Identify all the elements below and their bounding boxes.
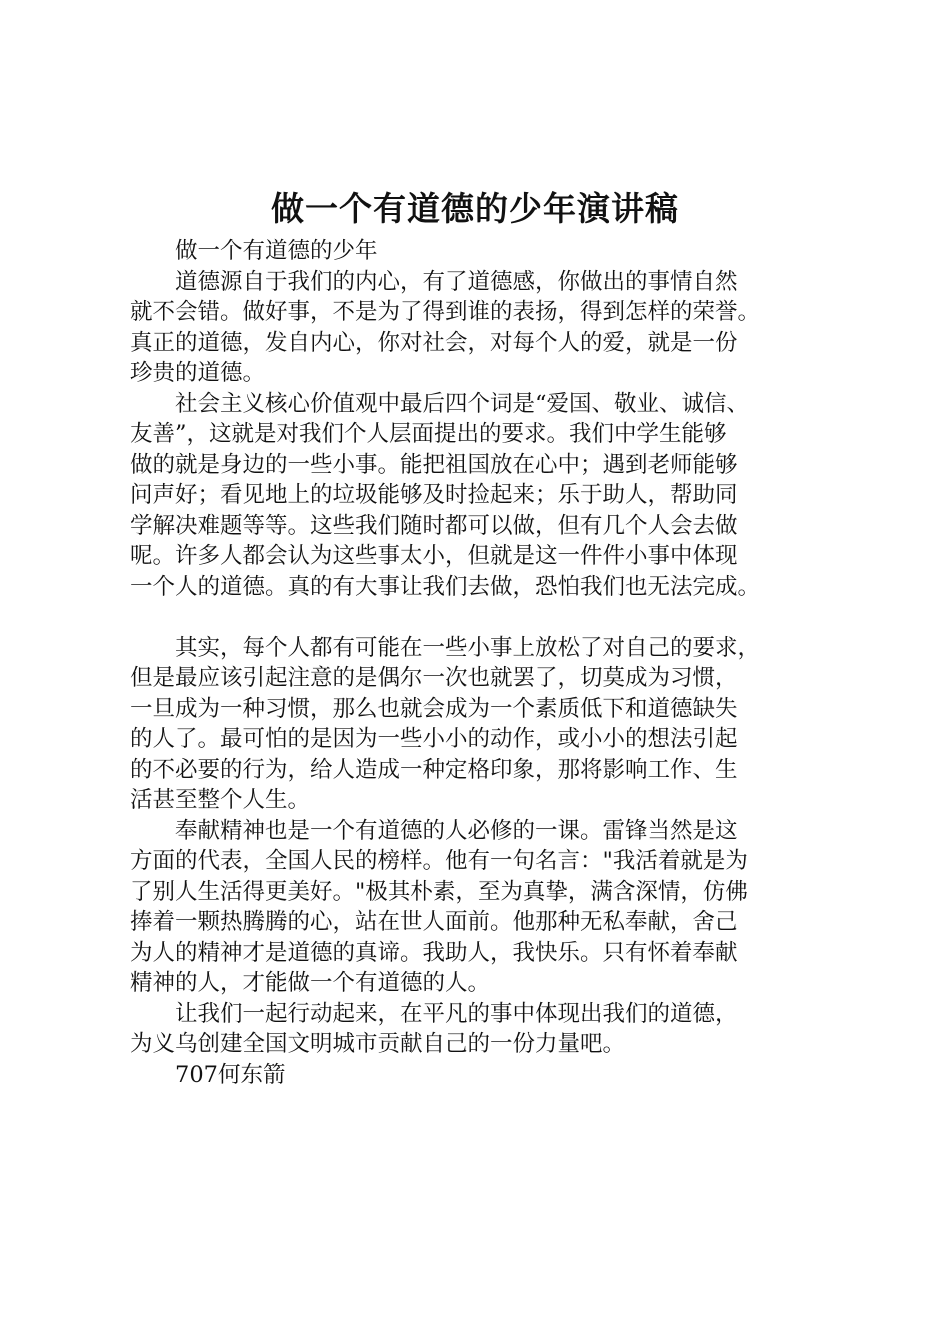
paragraph-line: 方面的代表，全国人民的榜样。他有一句名言："我活着就是为 (130, 848, 748, 874)
paragraph-line: 就不会错。做好事，不是为了得到谁的表扬，得到怎样的荣誉。 (130, 299, 761, 325)
paragraph-line: 的不必要的行为，给人造成一种定格印象，那将影响工作、生 (130, 756, 738, 783)
paragraph-line: 一旦成为一种习惯，那么也就会成为一个素质低下和道德缺失 (130, 695, 738, 722)
paragraph-line: 珍贵的道德。 (130, 360, 266, 386)
document-title: 做一个有道德的少年演讲稿 (271, 189, 679, 228)
paragraph-line: 捧着一颗热腾腾的心，站在世人面前。他那种无私奉献，舍己 (130, 909, 738, 935)
paragraph-line: 让我们一起行动起来，在平凡的事中体现出我们的道德， (175, 1000, 738, 1027)
paragraph-line: 精神的人，才能做一个有道德的人。 (130, 970, 491, 996)
paragraph-line: 为人的精神才是道德的真谛。我助人，我快乐。只有怀着奉献 (130, 939, 738, 966)
author-signature: 707何东箭 (175, 1061, 286, 1088)
paragraph-1 (130, 267, 850, 389)
paragraph-line: 真正的道德，发自内心，你对社会，对每个人的爱，就是一份 (130, 329, 738, 356)
paragraph-5 (130, 999, 850, 1060)
paragraph-line: 问声好；看见地上的垃圾能够及时捡起来；乐于助人，帮助同 (130, 482, 738, 508)
paragraph-line: 但是最应该引起注意的是偶尔一次也就罢了，切莫成为习惯， (130, 665, 738, 691)
paragraph-line: 友善”，这就是对我们个人层面提出的要求。我们中学生能够 (130, 421, 727, 447)
paragraph-line: 了别人生活得更美好。"极其朴素，至为真挚，满含深情，仿佛 (130, 878, 748, 905)
paragraph-line: 奉献精神也是一个有道德的人必修的一课。雷锋当然是这 (175, 817, 738, 844)
speech-subtitle: 做一个有道德的少年 (175, 238, 378, 264)
paragraph-4 (130, 816, 850, 999)
paragraph-line: 呢。许多人都会认为这些事太小，但就是这一件件小事中体现 (130, 543, 738, 569)
paragraph-line: 学解决难题等等。这些我们随时都可以做，但有几个人会去做 (130, 512, 738, 539)
document-body (130, 236, 850, 1090)
paragraph-line: 为义乌创建全国文明城市贡献自己的一份力量吧。 (130, 1031, 626, 1057)
paragraph-line: 做的就是身边的一些小事。能把祖国放在心中；遇到老师能够 (130, 451, 738, 478)
paragraph-line: 一个人的道德。真的有大事让我们去做，恐怕我们也无法完成。 (130, 573, 761, 600)
paragraph-3 (130, 633, 850, 816)
paragraph-line: 活甚至整个人生。 (130, 787, 311, 813)
paragraph-line: 道德源自于我们的内心，有了道德感，你做出的事情自然 (175, 268, 738, 295)
paragraph-line: 社会主义核心价值观中最后四个词是“爱国、敬业、诚信、 (175, 390, 750, 417)
paragraph-line: 其实，每个人都有可能在一些小事上放松了对自己的要求， (175, 634, 761, 661)
paragraph-line: 的人了。最可怕的是因为一些小小的动作，或小小的想法引起 (130, 726, 738, 752)
paragraph-2 (130, 389, 850, 603)
